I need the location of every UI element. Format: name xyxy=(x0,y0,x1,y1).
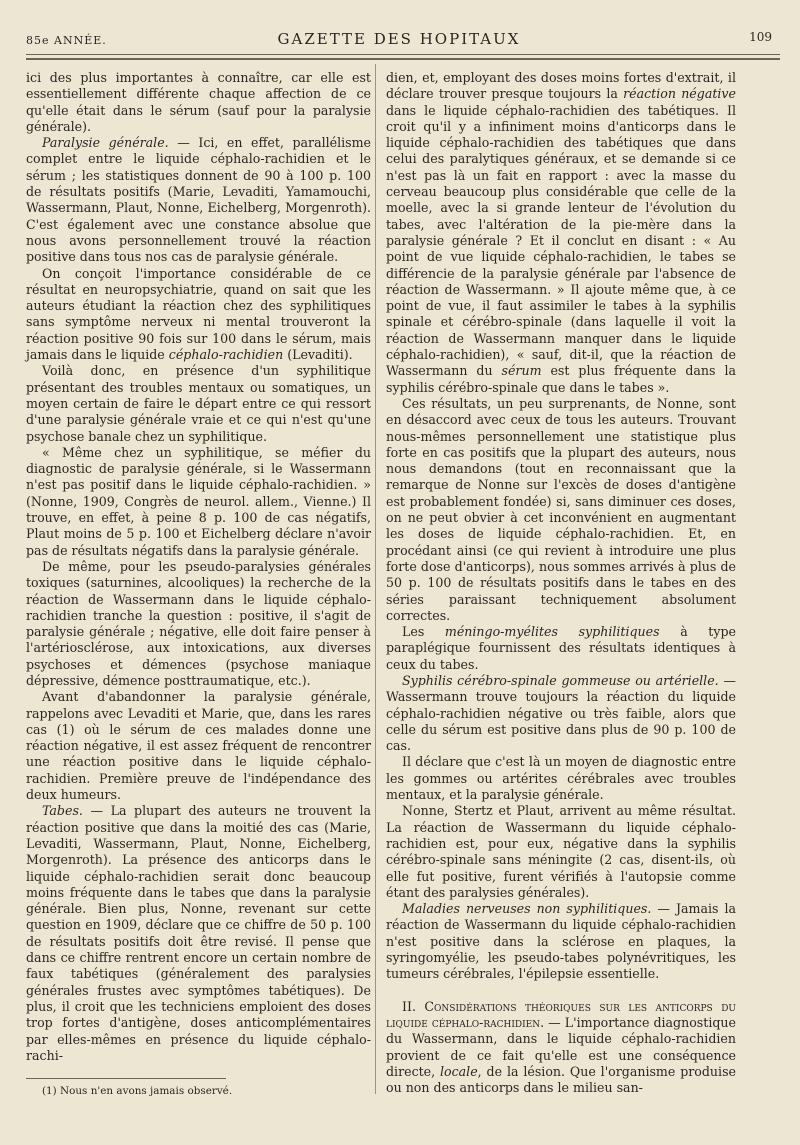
section-heading: Tabes. xyxy=(42,803,83,819)
paragraph xyxy=(386,624,736,673)
italic-term: méningo-myélites syphilitiques xyxy=(444,624,660,640)
paragraph-text: (Levaditi). xyxy=(283,347,353,363)
italic-term: locale xyxy=(440,1063,478,1079)
paragraph: Ces résultats, un peu surprenants, de Nonne, sont en désaccord avec ceux de tous les auteurs. Trouvant nous-mêmes personnellement une statistique plus forte en cas positifs que la plupart des auteurs, nous nous demandons (tout en reconnaissant que la remarque de Nonne sur l'excès de doses d'antigène est probablement fondée) si, sans diminuer ces doses, on ne peut obvier à cet inconvénient en augmentant les doses de liquide céphalo-rachidien. Et, en procédant ainsi (ce qui revient à introduire une plus forte dose d'anticorps), nous sommes arrivés à plus de 50 p. 100 de résultats positifs dans le tabes en des séries paraissant techniquement absolument correctes. xyxy=(386,395,736,623)
paragraph xyxy=(26,135,371,265)
italic-term: réaction négative xyxy=(623,86,736,102)
footnote: (1) Nous n'en avons jamais observé. xyxy=(42,1085,233,1098)
paragraph xyxy=(386,673,736,754)
section-heading: Syphilis cérébro-spinale gommeuse ou artérielle. xyxy=(402,672,719,688)
paragraph: « Même chez un syphilitique, se méfier du diagnostic de paralysie générale, si le Wassermann n'est pas positif dans le liquide céphalo-rachidien. » (Nonne, 1909, Congrès de neurol. allem., Vienne.) Il trouve, en effet, à peine 8 p. 100 de cas négatifs, Plaut moins de 5 p. 100 et Eichelberg déclare n'avoir pas de résultats négatifs dans la paralysie générale. xyxy=(26,444,371,558)
italic-term: céphalo-rachidien xyxy=(168,347,284,363)
left-column xyxy=(26,70,371,1098)
paragraph-text: Les xyxy=(402,624,445,640)
paragraph-text: est plus fréquente dans la syphilis cérébro-spinale que dans le tabes ». xyxy=(386,363,736,395)
paragraph-text: — Ici, en effet, parallélisme complet entre le liquide céphalo-rachidien et le sérum ; les statistiques donnent de 90 à 100 p. 100 de résultats positifs (Marie, Levaditi, Yamamouchi, Wassermann, Plaut, Nonne, Eichelberg, Morgenroth). C'est également avec une constance absolue que nous avons personnellement trouvé la réaction positive dans tous nos cas de paralysie générale. xyxy=(26,135,372,265)
italic-term: sérum xyxy=(501,363,542,379)
page-header xyxy=(26,30,772,54)
paragraph xyxy=(386,999,736,1097)
paragraph: Avant d'abandonner la paralysie générale, rappelons avec Levaditi et Marie, que, dans les rares cas (1) où le sérum de ces malades donne une réaction négative, il est assez fréquent de rencontrer une réaction positive dans le liquide céphalo-rachidien. Première preuve de l'indépendance des deux humeurs. xyxy=(26,689,371,803)
paragraph-text: On conçoit l'importance considérable de ce résultat en neuropsychiatrie, quand on sait que les auteurs étudiant la réaction chez des syphilitiques sans symptôme nerveux ni mental trouveront la réaction positive 90 fois sur 100 dans le sérum, mais jamais dans le liquide xyxy=(26,265,371,363)
paragraph: De même, pour les pseudo-paralysies générales toxiques (saturnines, alcooliques) la recherche de la réaction de Wassermann dans le liquide céphalo-rachidien tranche la question : positive, il s'agit de paralysie générale ; négative, elle doit faire penser à l'artériosclérose, aux intoxications, aux diverses psychoses et démences (psychose maniaque dépressive, démence posttraumatique, etc.). xyxy=(26,558,371,688)
paragraph xyxy=(26,803,371,1064)
paragraph-text: — Jamais la réaction de Wassermann du liquide céphalo-rachidien n'est positive dans la sclérose en plaques, la syringomyélie, les pseudo-tabes polynévritiques, les tumeurs cérébrales, l'épilepsie essentielle. xyxy=(386,901,736,982)
paragraph-text: — La plupart des auteurs ne trouvent la réaction positive que dans la moitié des cas (Marie, Levaditi, Wassermann, Plaut, Nonne, Eichelberg, Morgenroth). La présence des anticorps dans le liquide céphalo-rachidien serait donc beaucoup moins fréquente dans le tabes que dans la paralysie générale. Bien plus, Nonne, revenant sur cette question en 1909, déclare que ce chiffre de 50 p. 100 de résultats positifs doit être revisé. Il pense que dans ce chiffre rentrent encore un certain nombre de faux tabétiques (généralement des paralysies générales frustes avec symptômes tabétiques). De plus, il croit que les techniciens emploient des doses trop fortes d'antigène, doses anticomplémentaires par elles-mêmes en présence du liquide céphalo-rachi- xyxy=(26,803,371,1063)
paragraph: ici des plus importantes à connaître, car elle est essentiellement différente chaque affection de ce qu'elle était dans le sérum (sauf pour la paralysie générale). xyxy=(26,70,371,134)
paragraph xyxy=(386,70,736,396)
paragraph-text: — Wassermann trouve toujours la réaction du liquide céphalo-rachidien négative ou très faible, alors que celle du sérum est positive dans plus de 90 p. 100 de cas. xyxy=(386,672,736,754)
paragraph xyxy=(386,901,736,982)
journal-title: GAZETTE DES HOPITAUX xyxy=(277,30,521,48)
section-heading: Paralysie générale. xyxy=(42,135,169,151)
footnote-rule xyxy=(26,1078,226,1079)
header-rule-thick xyxy=(26,58,780,60)
right-column xyxy=(386,70,736,1096)
column-divider xyxy=(375,64,376,1094)
paragraph-text: , de la lésion. Que l'organisme produise ou non des anticorps dans le milieu san- xyxy=(386,1063,736,1096)
paragraph-text: dans le liquide céphalo-rachidien des tabétiques. Il croit qu'il y a infiniment moins d'anticorps dans le liquide céphalo-rachidien des tabétiques que dans celui des paralytiques généraux, et se demande si ce n'est pas là un fait en rapport : avec la masse du cerveau beaucoup plus considérable que celle de la moelle, avec la si grande lenteur de l'évolution du tabes, avec l'altération de la pie-mère dans la paralysie générale ? Et il conclut en disant : « Au point de vue liquide céphalo-rachidien, le tabes se différencie de la paralysie générale par l'absence de réaction de Wassermann. » Il ajoute même que, à ce point de vue, il faut assimiler le tabes à la syphilis spinale et cérébro-spinale (dans laquelle il voit la réaction de Wassermann manquer dans le liquide céphalo-rachidien), « sauf, dit-il, que la réaction de Wassermann du xyxy=(386,102,736,379)
header-rule xyxy=(26,54,780,55)
section-heading: Maladies nerveuses non syphilitiques. xyxy=(402,901,652,917)
paragraph-text: à type paraplégique fournissent des résultats identiques à ceux du tabes. xyxy=(386,624,736,672)
paragraph-text: dien, et, employant des doses moins fortes d'extrait, il déclare trouver presque toujours la xyxy=(386,70,736,102)
paragraph xyxy=(26,266,371,364)
page-number: 109 xyxy=(749,30,772,44)
paragraph: Nonne, Stertz et Plaut, arrivent au même résultat. La réaction de Wassermann du liquide céphalo-rachidien est, pour eux, négative dans la syphilis cérébro-spinale sans méningite (2 cas, disent-ils, où elle fut positive, furent vérifiés à l'autopsie comme étant des paralysies générales). xyxy=(386,803,736,900)
section-heading: II. Considérations théoriques sur les anticorps du liquide céphalo-rachidien. xyxy=(386,998,736,1030)
year-label: 85e ANNÉE. xyxy=(26,34,107,47)
paragraph-text: — L'importance diagnostique du Wassermann, dans le liquide céphalo-rachidien provient de ce fait qu'elle est une conséquence directe, xyxy=(386,1014,736,1079)
paragraph: Il déclare que c'est là un moyen de diagnostic entre les gommes ou artérites cérébrales avec troubles mentaux, et la paralysie générale. xyxy=(386,754,736,803)
paragraph: Voilà donc, en présence d'un syphilitique présentant des troubles mentaux ou somatiques, un moyen certain de faire le départ entre ce qui ressort d'une paralysie générale vraie et ce qui n'est qu'une psychose banale chez un syphilitique. xyxy=(26,363,371,444)
